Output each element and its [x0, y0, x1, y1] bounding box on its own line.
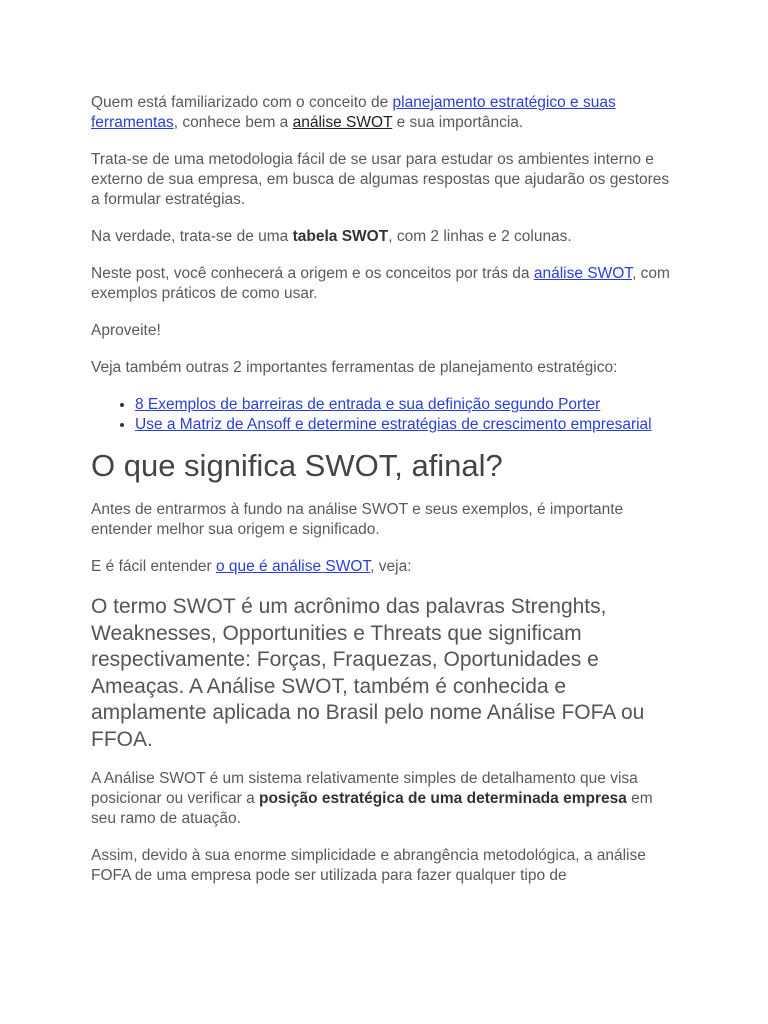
article-body	[91, 93, 681, 903]
planejamento-estrategico-link[interactable]: planejamento estratégico e suas ferramentas	[91, 94, 616, 131]
post-text-before: Neste post, você conhecerá a origem e os conceitos por trás da	[91, 265, 534, 282]
tabela-paragraph	[91, 227, 681, 247]
methodology-paragraph: Trata-se de uma metodologia fácil de se usar para estudar os ambientes interno e externo de sua empresa, em busca de algumas respostas que ajudarão os gestores a formular estratégias.	[91, 151, 670, 208]
antes-paragraph: Antes de entrarmos à fundo na análise SWOT e seus exemplos, é importante entender melhor sua origem e significado.	[91, 501, 624, 538]
list-item	[135, 395, 681, 415]
post-text-after: , com exemplos práticos de como usar.	[91, 265, 670, 302]
intro-text-middle: , conhece bem a	[173, 114, 293, 131]
tabela-text-after: , com 2 linhas e 2 colunas.	[388, 228, 572, 245]
matriz-ansoff-link[interactable]: Use a Matriz de Ansoff e determine estratégias de crescimento empresarial	[135, 415, 652, 433]
intro-text-after: e sua importância.	[392, 114, 524, 131]
posicao-estrategica-bold: posição estratégica de uma determinada empresa	[259, 790, 627, 807]
tabela-text-before: Na verdade, trata-se de uma	[91, 228, 293, 245]
tabela-swot-bold: tabela SWOT	[292, 228, 389, 245]
barreiras-entrada-link[interactable]: 8 Exemplos de barreiras de entrada e sua definição segundo Porter	[135, 396, 601, 413]
sistema-text-before: A Análise SWOT é um sistema relativamente simples de detalhamento que visa posicionar ou verificar a	[91, 770, 638, 807]
facil-text-after: , veja:	[370, 558, 412, 575]
veja-tambem-paragraph: Veja também outras 2 importantes ferramentas de planejamento estratégico:	[91, 359, 618, 376]
intro-paragraph	[91, 93, 681, 133]
swot-definition-quote: O termo SWOT é um acrônimo das palavras Strenghts, Weaknesses, Opportunities e Threats que significam respectivamente: Forças, Fraquezas, Oportunidades e Ameaças. A Análise SWOT, também é conhecida e amplamente aplicada no Brasil pelo nome Análise FOFA ou FFOA.	[91, 595, 645, 751]
sistema-text-after: em seu ramo de atuação.	[91, 790, 653, 827]
analise-swot-link[interactable]: análise SWOT	[292, 114, 393, 131]
list-item	[135, 415, 681, 435]
facil-entender-paragraph	[91, 557, 681, 577]
facil-text-before: E é fácil entender	[91, 558, 216, 575]
post-paragraph	[91, 264, 681, 304]
analise-swot-link-2[interactable]: análise SWOT	[533, 265, 633, 282]
assim-paragraph: Assim, devido à sua enorme simplicidade e abrangência metodológica, a análise FOFA de uma empresa pode ser utilizada para fazer qualquer tipo de	[91, 847, 646, 884]
o-que-e-swot-link[interactable]: o que é análise SWOT	[215, 558, 371, 575]
related-links-list	[91, 395, 681, 434]
aproveite-paragraph: Aproveite!	[91, 322, 161, 339]
section-heading: O que significa SWOT, afinal?	[91, 448, 503, 483]
intro-text-before: Quem está familiarizado com o conceito de	[91, 94, 393, 111]
sistema-paragraph	[91, 769, 681, 829]
